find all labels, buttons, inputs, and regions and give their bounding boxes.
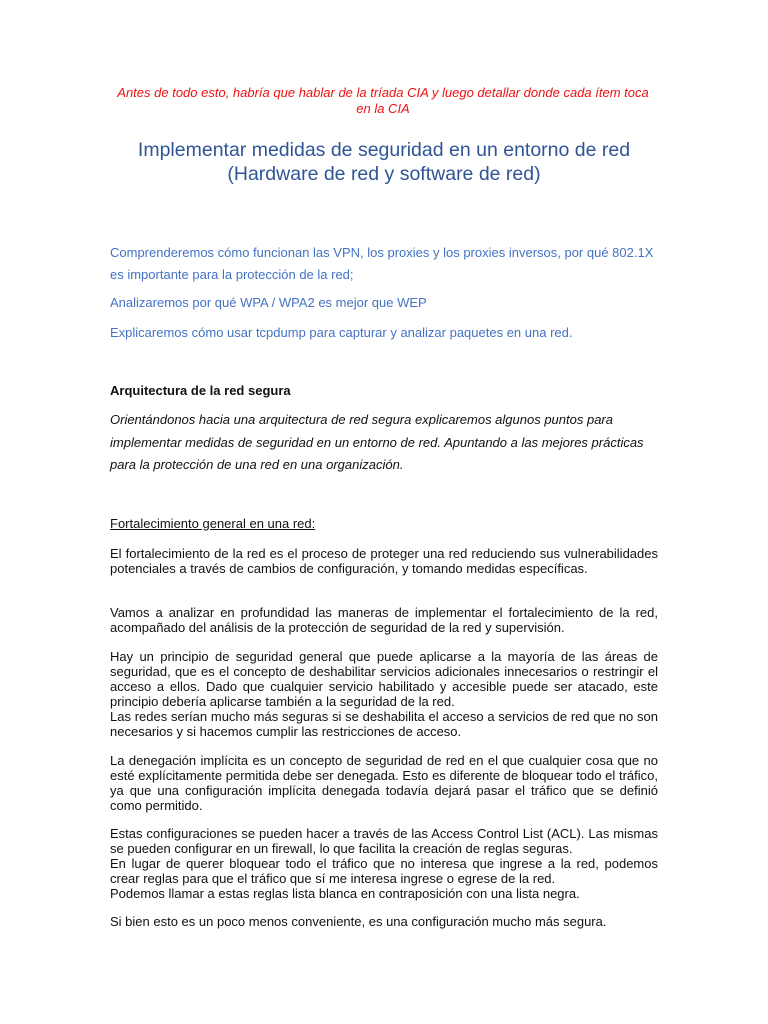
- title-line-1: Implementar medidas de seguridad en un entorno de red: [137, 139, 631, 161]
- objective-wpa: Analizaremos por qué WPA / WPA2 es mejor que WEP: [110, 295, 427, 310]
- editor-note: Antes de todo esto, habría que hablar de la tríada CIA y luego detallar donde cada ítem toca en la CIA: [117, 85, 649, 116]
- paragraph-principle: [110, 649, 658, 739]
- document-title: [90, 138, 678, 186]
- paragraph-principle-part-2: Las redes serían mucho más seguras si se deshabilita el acceso a servicios de red que no son necesarios y si hacemos cumplir las restricciones de acceso.: [110, 709, 658, 739]
- section-heading: Arquitectura de la red segura: [110, 383, 291, 398]
- paragraph-acl-part-2: En lugar de querer bloquear todo el tráfico que no interesa que ingrese a la red, podemos crear reglas para que el tráfico que sí me interesa ingrese o egrese de la red.: [110, 856, 658, 886]
- subsection-heading: Fortalecimiento general en una red:: [110, 516, 316, 531]
- paragraph-conclusion: Si bien esto es un poco menos conveniente, es una configuración mucho más segura.: [110, 914, 607, 929]
- paragraph-acl-part-1: Estas configuraciones se pueden hacer a través de las Access Control List (ACL). Las mismas se pueden configurar en un firewall, lo que facilita la creación de reglas seguras.: [110, 826, 658, 856]
- objective-vpn: Comprenderemos cómo funcionan las VPN, los proxies y los proxies inversos, por qué 802.1X es importante para la protección de la red;: [110, 245, 654, 282]
- paragraph-implicit-deny: La denegación implícita es un concepto de seguridad de red en el que cualquier cosa que no esté explícitamente permitida debe ser denegada. Esto es diferente de bloquear todo el tráfico, ya que una configuración implícita denegada todavía dejará pasar el tráfico que se definió como permitido.: [110, 753, 658, 813]
- paragraph-analysis: Vamos a analizar en profundidad las maneras de implementar el fortalecimiento de la red, acompañado del análisis de la protección de seguridad de la red y supervisión.: [110, 605, 658, 635]
- paragraph-principle-part-1: Hay un principio de seguridad general que puede aplicarse a la mayoría de las áreas de seguridad, que es el concepto de deshabilitar servicios adicionales innecesarios o restringir el acceso a ellos. Dado que cualquier servicio habilitado y accesible puede ser atacado, este principio debería aplicarse también a la seguridad de la red.: [110, 649, 658, 709]
- section-intro: Orientándonos hacia una arquitectura de red segura explicaremos algunos puntos para implementar medidas de seguridad en un entorno de red. Apuntando a las mejores prácticas para la protección de una red en una organización.: [110, 412, 644, 472]
- paragraph-acl: [110, 826, 658, 901]
- paragraph-acl-part-3: Podemos llamar a estas reglas lista blanca en contraposición con una lista negra.: [110, 886, 580, 901]
- title-line-2: (Hardware de red y software de red): [227, 163, 541, 185]
- objective-tcpdump: Explicaremos cómo usar tcpdump para capturar y analizar paquetes en una red.: [110, 325, 573, 340]
- paragraph-definition: El fortalecimiento de la red es el proceso de proteger una red reduciendo sus vulnerabilidades potenciales a través de cambios de configuración, y tomando medidas específicas.: [110, 546, 658, 576]
